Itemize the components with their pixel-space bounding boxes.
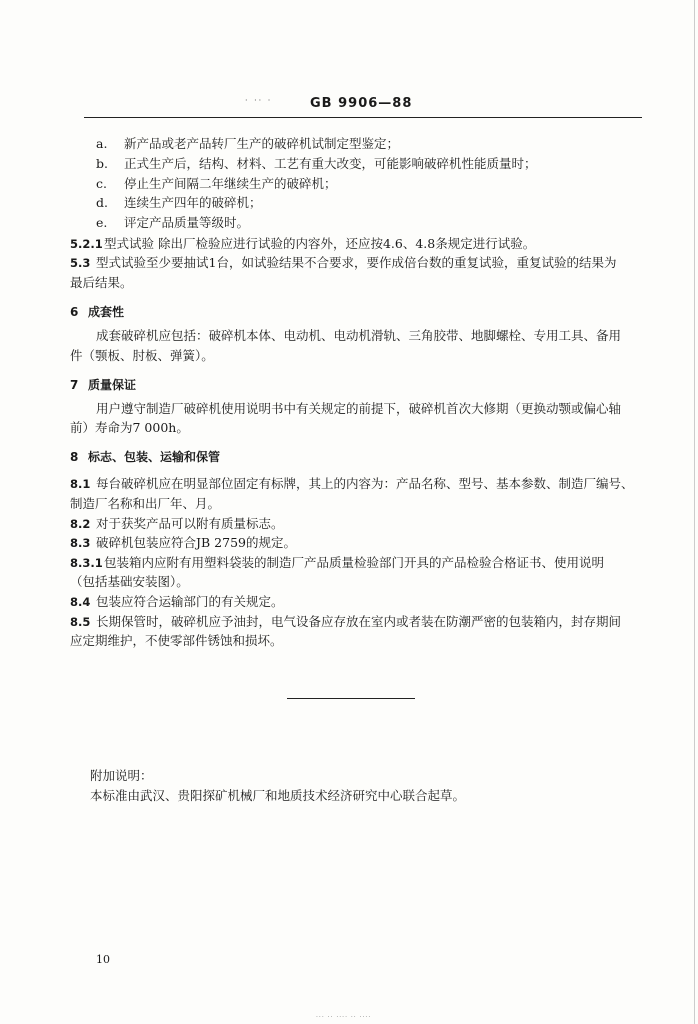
list-item	[96, 193, 262, 213]
clause-5-3-continued: 最后结果。	[70, 275, 133, 290]
clause-8-3-1-continued: （包括基础安装图）。	[70, 574, 189, 589]
list-item-label: e.	[96, 215, 108, 230]
clause-text: 包装应符合运输部门的有关规定。	[96, 594, 284, 609]
section-title: 成套性	[88, 305, 125, 319]
scan-footer-mark: ··· ·· ···· ·· ····	[316, 1014, 372, 1021]
paragraph-continued: 件（颚板、肘板、弹簧）。	[70, 348, 214, 363]
clause-text: 每台破碎机应在明显部位固定有标牌，其上的内容为：产品名称、型号、基本参数、制造厂编号、	[96, 476, 634, 491]
section-heading	[70, 447, 220, 467]
clause-number: 5.3	[70, 256, 91, 270]
list-item-text: 连续生产四年的破碎机；	[124, 195, 262, 210]
end-of-text-rule	[287, 698, 415, 699]
clause-8-5-continued: 应定期维护，不使零部件锈蚀和损坏。	[70, 633, 283, 648]
clause-text: 型式试验至少要抽试1台，如试验结果不合要求，要作成倍台数的重复试验，重复试验的结果为	[96, 255, 617, 270]
list-item	[96, 213, 249, 233]
list-item-label: c.	[96, 176, 107, 191]
list-item-text: 评定产品质量等级时。	[124, 215, 250, 230]
clause-8-1-continued: 制造厂名称和出厂年、月。	[70, 496, 221, 511]
clause-number: 8.4	[70, 595, 91, 609]
clause-number: 8.2	[70, 517, 91, 531]
clause-text: 对于获奖产品可以附有质量标志。	[96, 516, 284, 531]
section-heading	[70, 302, 124, 322]
section-title: 标志、包装、运输和保管	[88, 450, 221, 464]
additional-note-text: 本标准由武汉、贵阳探矿机械厂和地质技术经济研究中心联合起草。	[90, 788, 466, 803]
clause-8-5	[70, 612, 621, 632]
clause-number: 8.3	[70, 536, 91, 550]
paragraph-continued: 前）寿命为7 000h。	[70, 420, 189, 435]
list-item-text: 新产品或老产品转厂生产的破碎机试制定型鉴定；	[124, 136, 400, 151]
list-item-label: b.	[96, 156, 108, 171]
section-number: 6	[70, 305, 79, 319]
section-number: 7	[70, 378, 79, 392]
clause-8-3-1	[70, 553, 604, 573]
clause-8-1	[70, 474, 634, 494]
paragraph: 用户遵守制造厂破碎机使用说明书中有关规定的前提下，破碎机首次大修期（更换动颚或偏心轴	[96, 401, 622, 416]
section-title: 质量保证	[88, 378, 137, 392]
list-item	[96, 134, 399, 154]
additional-note-title: 附加说明：	[90, 768, 153, 783]
clause-5-2-1	[70, 234, 535, 254]
clause-text: 包装箱内应附有用塑料袋装的制造厂产品质量检验部门开具的产品检验合格证书、使用说明	[104, 555, 605, 570]
list-item-text: 停止生产间隔二年继续生产的破碎机；	[124, 176, 337, 191]
clause-5-3	[70, 253, 616, 273]
list-item	[96, 174, 337, 194]
page-number: 10	[96, 953, 110, 966]
clause-text: 型式试验 除出厂检验应进行试验的内容外，还应按4.6、4.8条规定进行试验。	[104, 236, 536, 251]
clause-number: 5.2.1	[70, 237, 103, 251]
standard-code-header: GB 9906—88	[310, 96, 413, 111]
header-rule	[84, 117, 642, 118]
clause-8-3	[70, 533, 296, 553]
clause-number: 8.3.1	[70, 556, 103, 570]
clause-text: 长期保管时，破碎机应予油封，电气设备应存放在室内或者装在防潮严密的包装箱内，封存期间	[96, 614, 622, 629]
scan-edge	[694, 0, 695, 1024]
clause-8-4	[70, 592, 284, 612]
clause-number: 8.5	[70, 615, 91, 629]
section-heading	[70, 375, 136, 395]
section-number: 8	[70, 450, 79, 464]
list-item	[96, 154, 537, 174]
clause-8-2	[70, 514, 284, 534]
paragraph: 成套破碎机应包括：破碎机本体、电动机、电动机滑轨、三角胶带、地脚螺栓、专用工具、备用	[96, 328, 622, 343]
list-item-label: d.	[96, 195, 108, 210]
list-item-label: a.	[96, 136, 108, 151]
clause-text: 破碎机包装应符合JB 2759的规定。	[96, 535, 296, 550]
list-item-text: 正式生产后，结构、材料、工艺有重大改变，可能影响破碎机性能质量时；	[124, 156, 537, 171]
header-mark: · ·· ·	[245, 96, 273, 105]
clause-number: 8.1	[70, 477, 91, 491]
